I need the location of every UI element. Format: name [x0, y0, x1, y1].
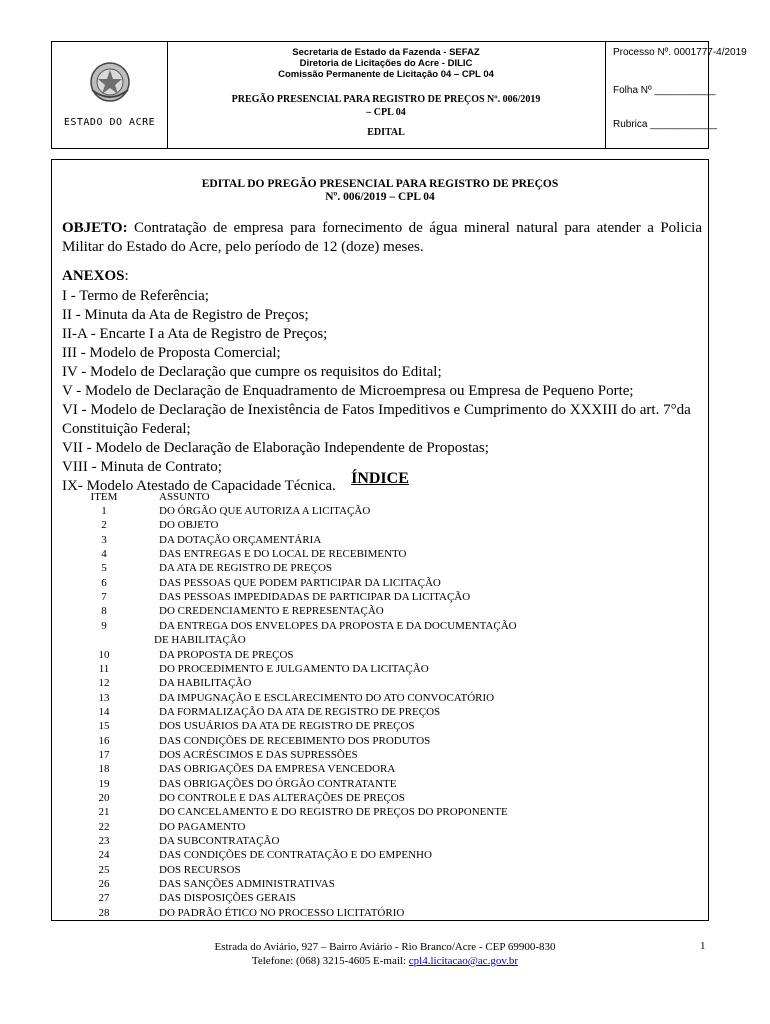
index-item-subject: DO PROCEDIMENTO E JULGAMENTO DA LICITAÇÃO	[159, 662, 429, 675]
pregao-heading	[177, 93, 595, 119]
index-item-number: 18	[98, 763, 110, 776]
index-item-subject: DA FORMALIZAÇÃO DA ATA DE REGISTRO DE PREÇOS	[159, 705, 441, 718]
document-title	[52, 178, 708, 204]
pregao-heading-line2: – CPL 04	[366, 107, 406, 118]
index-row	[52, 547, 708, 561]
index-item-number: 15	[98, 720, 110, 733]
index-item-subject: DOS ACRÉSCIMOS E DAS SUPRESSÕES	[159, 748, 358, 761]
index-item-number: 24	[98, 849, 110, 862]
index-item-number: 12	[98, 677, 110, 690]
index-item-subject: DOS USUÁRIOS DA ATA DE REGISTRO DE PREÇOS	[159, 720, 415, 733]
index-item-number: 6	[101, 576, 107, 589]
anexo-item: V - Modelo de Declaração de Enquadramento de Microempresa ou Empresa de Pequeno Porte;	[62, 383, 634, 399]
index-item-subject: DA ENTREGA DOS ENVELOPES DA PROPOSTA E DA DOCUMENTAÇÃO	[159, 619, 517, 632]
anexo-item: VIII - Minuta de Contrato;	[62, 459, 222, 475]
index-item-subject: DAS SANÇÕES ADMINISTRATIVAS	[159, 878, 335, 891]
indice-heading: ÍNDICE	[351, 470, 409, 487]
index-item-subject: DA SUBCONTRATAÇÃO	[159, 835, 280, 848]
anexo-item: VI - Modelo de Declaração de Inexistência de Fatos Impeditivos e Cumprimento do XXXIII do art. 7°da Constituição Federal;	[62, 402, 691, 437]
index-item-subject: DA HABILITAÇÃO	[159, 677, 252, 690]
index-header-row	[52, 490, 708, 504]
index-item-subject: DO CANCELAMENTO E DO REGISTRO DE PREÇOS DO PROPONENTE	[159, 806, 508, 819]
index-item-number: 20	[98, 792, 110, 804]
secretaria-line: Secretaria de Estado da Fazenda - SEFAZ	[292, 47, 480, 58]
index-item-number: 16	[98, 734, 110, 747]
index-item-subject: DO PAGAMENTO	[159, 820, 246, 833]
index-row	[52, 906, 708, 920]
page-number: 1	[700, 940, 706, 952]
footer-contact	[0, 954, 770, 968]
index-row	[52, 533, 708, 547]
index-row	[52, 576, 708, 590]
index-item-subject: DO OBJETO	[159, 519, 219, 532]
footer-email-link[interactable]: cpl4.licitacao@ac.gov.br	[408, 955, 519, 967]
anexo-item: III - Modelo de Proposta Comercial;	[62, 345, 281, 361]
anexo-item: VII - Modelo de Declaração de Elaboração Independente de Propostas;	[62, 440, 489, 456]
index-item-number: 11	[98, 662, 110, 675]
index-row	[52, 734, 708, 748]
index-item-subject: DO PADRÃO ÉTICO NO PROCESSO LICITATÓRIO	[159, 906, 405, 919]
index-row	[52, 590, 708, 604]
index-row	[52, 891, 708, 905]
index-row	[52, 676, 708, 690]
index-item-subject: DAS OBRIGAÇÕES DA EMPRESA VENCEDORA	[159, 763, 396, 776]
objeto-label: OBJETO:	[62, 220, 128, 236]
index-row	[52, 662, 708, 676]
index-item-number: 27	[98, 892, 110, 905]
index-row	[52, 691, 708, 705]
index-item-number: 23	[98, 835, 110, 848]
index-item-number: 4	[101, 548, 107, 561]
document-title-line2: Nº. 006/2019 – CPL 04	[325, 191, 435, 203]
anexos-heading	[62, 268, 129, 285]
index-item-number: 13	[98, 691, 110, 704]
index-header-item: ITEM	[90, 491, 118, 503]
index-item-number: 9	[101, 619, 107, 632]
footer-phone: Telefone: (068) 3215-4605 E-mail:	[251, 955, 409, 967]
index-item-number: 7	[101, 591, 107, 604]
index-item-number: 14	[98, 705, 110, 718]
objeto-paragraph	[62, 219, 702, 257]
index-row	[52, 719, 708, 733]
document-body	[51, 159, 709, 921]
index-row	[52, 805, 708, 819]
index-item-number: 19	[98, 777, 110, 790]
processo-number: Processo Nº. 0001777-4/2019	[613, 47, 747, 58]
index-item-number: 28	[98, 906, 110, 919]
index-item-number: 17	[98, 748, 110, 761]
index-row	[52, 777, 708, 791]
document-title-line1: EDITAL DO PREGÃO PRESENCIAL PARA REGISTRO DE PREÇOS	[201, 178, 559, 190]
index-item-number: 10	[98, 648, 110, 661]
index-row	[52, 619, 708, 633]
index-item-number: 26	[98, 878, 110, 891]
index-item-number: 3	[101, 533, 107, 546]
anexo-item: IV - Modelo de Declaração que cumpre os requisitos do Edital;	[62, 364, 442, 380]
index-row	[52, 791, 708, 805]
state-name: ESTADO DO ACRE	[63, 117, 156, 128]
index-item-subject: DAS CONDIÇÕES DE CONTRATAÇÃO E DO EMPENHO	[159, 849, 432, 862]
page-footer	[0, 940, 770, 968]
index-row	[52, 504, 708, 518]
index-item-number: 21	[98, 806, 110, 819]
index-row	[52, 748, 708, 762]
index-item-subject: DAS PESSOAS IMPEDIDADAS DE PARTICIPAR DA LICITAÇÃO	[159, 591, 471, 604]
index-item-subject: DA DOTAÇÃO ORÇAMENTÁRIA	[159, 533, 322, 546]
index-row	[52, 820, 708, 834]
index-row	[52, 834, 708, 848]
index-row	[52, 863, 708, 877]
index-row	[52, 705, 708, 719]
index-item-number: 22	[98, 820, 110, 833]
index-row	[52, 561, 708, 575]
index-item-number: 2	[101, 519, 107, 532]
index-item-subject: DO ÓRGÃO QUE AUTORIZA A LICITAÇÃO	[159, 505, 371, 517]
index-item-subject: DAS CONDIÇÕES DE RECEBIMENTO DOS PRODUTOS	[159, 734, 431, 747]
edital-label: EDITAL	[367, 127, 405, 138]
objeto-text: Contratação de empresa para fornecimento de água mineral natural para atender a Policia Militar do Estado do Acre, pelo período de 12 (doze) meses.	[62, 220, 702, 255]
index-item-number: 1	[101, 505, 107, 517]
index-item-number: 5	[101, 562, 107, 575]
index-item-subject: DA ATA DE REGISTRO DE PREÇOS	[159, 562, 333, 575]
index-item-subject: DOS RECURSOS	[159, 863, 241, 876]
index-row	[52, 848, 708, 862]
index-item-subject: DA PROPOSTA DE PREÇOS	[159, 648, 294, 661]
index-item-subject: DAS ENTREGAS E DO LOCAL DE RECEBIMENTO	[159, 548, 407, 561]
state-seal-icon	[88, 60, 132, 104]
anexo-item: I - Termo de Referência;	[62, 288, 209, 304]
anexos-colon: :	[124, 268, 129, 284]
index-item-number: 25	[98, 863, 110, 876]
footer-address: Estrada do Aviário, 927 – Bairro Aviário - Rio Branco/Acre - CEP 69900-830	[214, 941, 556, 953]
index-item-subject: DAS DISPOSIÇÕES GERAIS	[159, 892, 296, 905]
index-row-continuation	[52, 633, 708, 647]
index-row	[52, 877, 708, 891]
header-logo-cell	[52, 42, 168, 148]
index-item-subject: DA IMPUGNAÇÃO E ESCLARECIMENTO DO ATO CONVOCATÓRIO	[159, 691, 495, 704]
index-header-assunto: ASSUNTO	[159, 491, 210, 503]
index-item-subject: DAS OBRIGAÇÕES DO ÓRGÃO CONTRATANTE	[159, 777, 397, 790]
document-header	[51, 41, 747, 149]
index-item-subject: DO CONTROLE E DAS ALTERAÇÕES DE PREÇOS	[159, 792, 405, 804]
anexos-label: ANEXOS	[62, 268, 125, 284]
pregao-heading-line1: PREGÃO PRESENCIAL PARA REGISTRO DE PREÇOS Nº. 006/2019	[231, 94, 541, 105]
index-item-subject: DAS PESSOAS QUE PODEM PARTICIPAR DA LICITAÇÃO	[159, 576, 441, 589]
index-row	[52, 762, 708, 776]
header-center-cell	[167, 42, 606, 148]
anexo-item: II - Minuta da Ata de Registro de Preços;	[62, 307, 309, 323]
header-right-cell	[605, 42, 747, 148]
anexo-item: II-A - Encarte I a Ata de Registro de Preços;	[62, 326, 328, 342]
anexo-item: IX- Modelo Atestado de Capacidade Técnica.	[62, 478, 336, 494]
index-item-subject: DO CREDENCIAMENTO E REPRESENTAÇÃO	[159, 605, 384, 618]
index-item-number: 8	[101, 605, 107, 618]
index-item-subject-continuation: DE HABILITAÇÃO	[154, 634, 246, 647]
diretoria-line: Diretoria de Licitações do Acre - DILIC	[299, 58, 473, 69]
folha-field: Folha Nº ___________	[613, 85, 716, 96]
rubrica-field: Rubrica ____________	[613, 119, 717, 130]
comissao-line: Comissão Permanente de Licitação 04 – CPL 04	[278, 69, 494, 80]
index-row	[52, 604, 708, 618]
index-row	[52, 648, 708, 662]
index-row	[52, 518, 708, 532]
